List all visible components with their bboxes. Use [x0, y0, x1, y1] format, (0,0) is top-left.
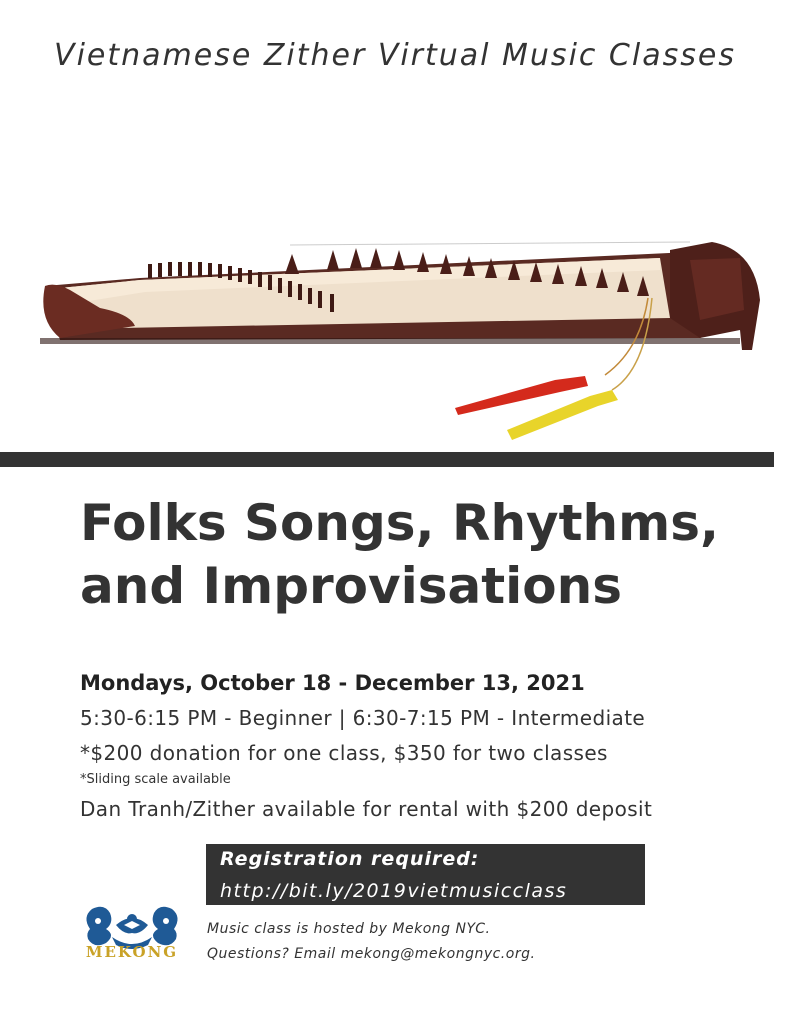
class-dates: Mondays, October 18 - December 13, 2021 — [80, 671, 585, 695]
sliding-scale-note: *Sliding scale available — [80, 772, 231, 787]
donation-info: *$200 donation for one class, $350 for two classes — [80, 741, 608, 765]
mekong-logo-text: MEKONG — [85, 943, 179, 961]
headline — [80, 492, 780, 618]
registration-link[interactable]: http://bit.ly/2019vietmusicclass — [220, 880, 568, 902]
page-title: Vietnamese Zither Virtual Music Classes — [54, 38, 736, 73]
headline-line-1: Folks Songs, Rhythms, — [80, 494, 719, 552]
host-note: Music class is hosted by Mekong NYC. — [207, 921, 491, 937]
rental-info: Dan Tranh/Zither available for rental with $200 deposit — [80, 797, 653, 821]
section-divider — [0, 452, 774, 467]
class-times: 5:30-6:15 PM - Beginner | 6:30-7:15 PM - Intermediate — [80, 706, 646, 730]
contact-note: Questions? Email mekong@mekongnyc.org. — [207, 946, 536, 962]
zither-image — [0, 200, 790, 460]
headline-line-2: and Improvisations — [80, 557, 623, 615]
registration-title: Registration required: — [220, 848, 480, 870]
registration-box — [206, 844, 645, 905]
